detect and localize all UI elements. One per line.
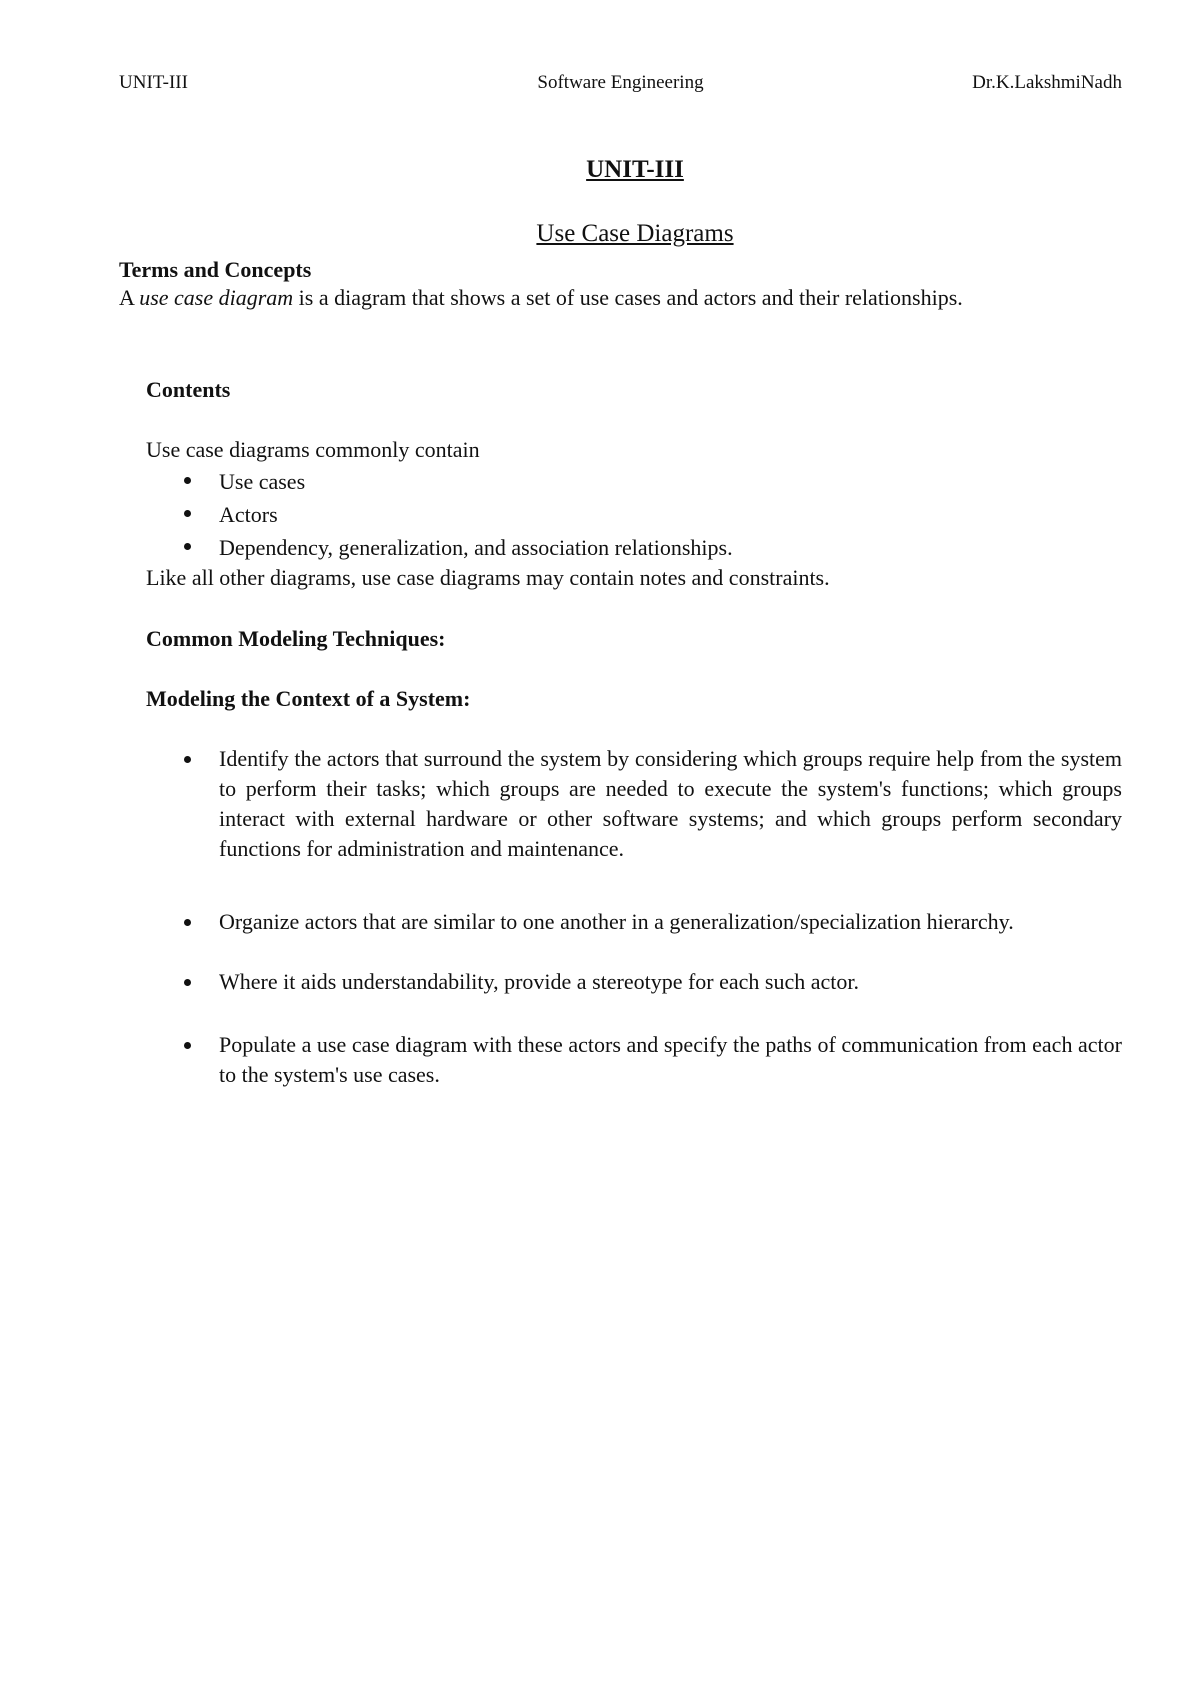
intro-paragraph (119, 283, 1079, 313)
contents-lead: Use case diagrams commonly contain (146, 437, 480, 462)
bullet-icon (184, 510, 191, 517)
terms-heading: Terms and Concepts (119, 257, 312, 282)
page-title-text: Use Case Diagrams (536, 220, 734, 247)
modeling-steps-list (146, 744, 1122, 1090)
list-item-text: Identify the actors that surround the system by considering which groups require help from the system to perform their tasks; which groups are needed to execute the system's functions; which groups interact with external hardware or other software systems; and which groups perform secondary functions for administration and maintenance. (219, 746, 1122, 861)
list-item-text: Actors (219, 502, 278, 527)
list-item (146, 744, 1122, 864)
bullet-icon (184, 919, 191, 926)
list-item (146, 907, 1122, 937)
header-unit: UNIT-III (119, 72, 188, 93)
list-item (146, 1030, 1122, 1090)
intro-is: is (293, 285, 314, 310)
modeling-context-heading: Modeling the Context of a System: (146, 686, 471, 711)
list-item-text: Use cases (219, 469, 306, 494)
unit-title (0, 156, 1200, 184)
contents-heading: Contents (146, 377, 231, 402)
contents-list (146, 465, 733, 564)
contents-note: Like all other diagrams, use case diagrams may contain notes and constraints. (146, 565, 830, 590)
intro-rest: a diagram that shows a set of use cases and actors and their relationships. (313, 285, 963, 310)
bullet-icon (184, 1042, 191, 1049)
list-item-text: Where it aids understandability, provide a stereotype for each such actor. (219, 969, 859, 994)
list-item (146, 465, 733, 498)
page-title (0, 220, 1200, 248)
list-item-text: Populate a use case diagram with these actors and specify the paths of communication from each actor to the system's use cases. (219, 1032, 1122, 1087)
list-item (146, 967, 1122, 997)
intro-term: use case diagram (139, 285, 294, 310)
list-item-text: Dependency, generalization, and association relationships. (219, 535, 733, 560)
intro-prefix: A (119, 285, 140, 310)
bullet-icon (184, 477, 191, 484)
common-modeling-heading: Common Modeling Techniques: (146, 626, 446, 651)
page-header (119, 72, 1122, 98)
bullet-icon (184, 756, 191, 763)
header-subject: Software Engineering (537, 72, 704, 93)
list-item (146, 498, 733, 531)
bullet-icon (184, 979, 191, 986)
bullet-icon (184, 543, 191, 550)
list-item-text: Organize actors that are similar to one another in a generalization/specialization hierarchy. (219, 909, 1014, 934)
unit-title-text: UNIT-III (586, 156, 684, 183)
header-author: Dr.K.LakshmiNadh (972, 72, 1122, 93)
list-item (146, 531, 733, 564)
